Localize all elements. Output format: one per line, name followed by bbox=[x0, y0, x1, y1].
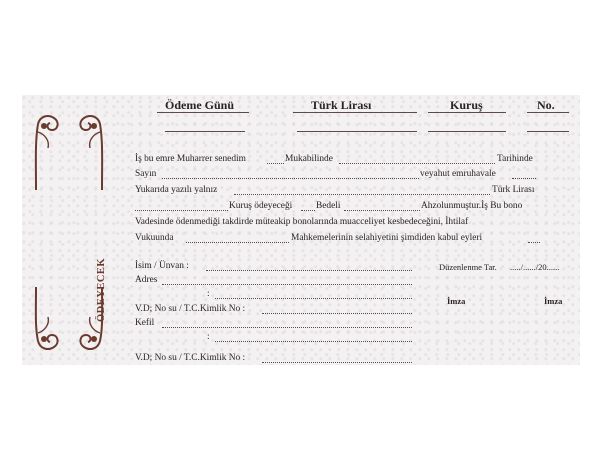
vd-no-field-2[interactable] bbox=[262, 362, 412, 363]
line6-fill-b[interactable] bbox=[528, 242, 540, 243]
adres-label: Adres bbox=[135, 275, 158, 285]
duzenlenme-date-field[interactable]: ...../....../20...... bbox=[510, 262, 560, 272]
line2-text-a: Sayın bbox=[135, 169, 157, 179]
turk-lirasi-field[interactable] bbox=[297, 131, 417, 132]
line1-text-b: Mukabilinde bbox=[285, 154, 333, 164]
odeyecek-vertical-label: ÖDEYECEK bbox=[96, 257, 107, 322]
imza-label-2: İmza bbox=[544, 296, 563, 306]
vd-no-label: V.D; No su / T.C.Kimlik No : bbox=[135, 304, 246, 314]
kefil-field-1[interactable] bbox=[162, 327, 412, 328]
line2-fill-a[interactable] bbox=[162, 178, 419, 179]
no-underline bbox=[527, 112, 569, 113]
duzenlenme-label: Düzenlenme Tar. bbox=[439, 262, 497, 272]
line4-fill-a[interactable] bbox=[135, 210, 228, 211]
vd-no-field[interactable] bbox=[262, 313, 412, 314]
kurus-underline bbox=[428, 112, 506, 113]
no-field[interactable] bbox=[527, 131, 569, 132]
line4-fill-b[interactable] bbox=[301, 210, 315, 211]
corner-ornament-icon bbox=[76, 285, 106, 353]
isim-unvan-label: İsim / Ünvan : bbox=[135, 261, 189, 271]
line4-text-c: Ahzolunmuştur.İş Bu bono bbox=[421, 201, 523, 211]
no-heading: No. bbox=[537, 98, 555, 112]
line1-text-c: Tarihinde bbox=[497, 154, 533, 164]
corner-ornament-icon bbox=[32, 285, 62, 353]
line3-text-b: Türk Lirası bbox=[492, 185, 535, 195]
kurus-field[interactable] bbox=[428, 131, 506, 132]
odeme-gunu-underline bbox=[157, 112, 249, 113]
line6-text-b: Mahkemelerinin selahiyetini şimdiden kabul eyleri bbox=[291, 233, 483, 243]
adres-field-1[interactable] bbox=[162, 284, 412, 285]
line4-fill-c[interactable] bbox=[344, 210, 420, 211]
odeme-gunu-heading: Ödeme Günü bbox=[165, 98, 235, 112]
imza-label-1: İmza bbox=[447, 296, 466, 306]
corner-ornament-icon bbox=[32, 112, 62, 192]
line3-text-a: Yukarıda yazılı yalnız bbox=[135, 185, 218, 195]
line4-text-b: Bedeli bbox=[316, 201, 341, 211]
line2-text-b: veyahut emruhavale bbox=[420, 169, 496, 179]
kefil-label: Kefil bbox=[135, 318, 155, 328]
turk-lirasi-underline bbox=[293, 112, 417, 113]
kurus-heading: Kuruş bbox=[450, 98, 483, 112]
turk-lirasi-heading: Türk Lirası bbox=[311, 98, 372, 112]
adres-colon: : bbox=[207, 289, 210, 299]
isim-unvan-field[interactable] bbox=[206, 270, 412, 271]
line2-fill-b[interactable] bbox=[512, 178, 536, 179]
line6-fill-a[interactable] bbox=[186, 242, 289, 243]
line5-text: Vadesinde ödenmediği takdirde müteakip bonolarında muacceliyet kesbedeceğini, İhtilaf bbox=[135, 217, 469, 227]
vd-no-label-2: V.D; No su / T.C.Kimlik No : bbox=[135, 353, 246, 363]
line1-fill-b[interactable] bbox=[339, 163, 495, 164]
line1-text-a: İş bu emre Muharrer senedim bbox=[135, 154, 246, 164]
line4-text-a: Kuruş ödeyeceği bbox=[229, 201, 293, 211]
line6-text-a: Vukuunda bbox=[135, 233, 174, 243]
corner-ornament-icon bbox=[76, 112, 106, 192]
line1-fill-a[interactable] bbox=[267, 163, 284, 164]
kefil-field-2[interactable] bbox=[215, 341, 412, 342]
kefil-colon: : bbox=[207, 332, 210, 342]
line3-fill-a[interactable] bbox=[234, 194, 490, 195]
odeme-gunu-field[interactable] bbox=[165, 131, 245, 132]
adres-field-2[interactable] bbox=[215, 298, 412, 299]
